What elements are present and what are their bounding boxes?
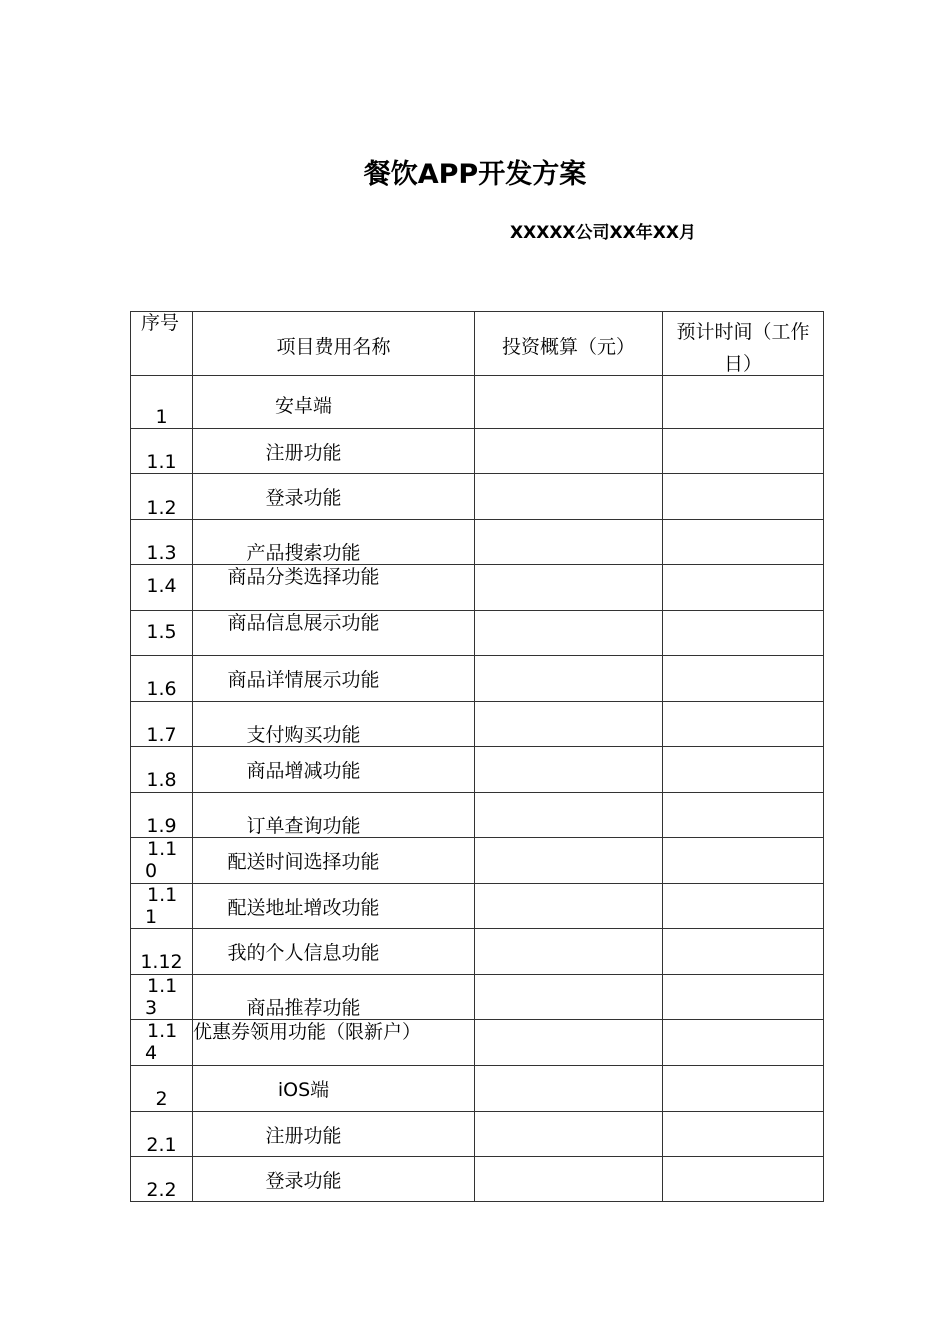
budget-cell xyxy=(475,565,663,611)
item-name: 商品增减功能 xyxy=(246,760,361,782)
item-name: 配送地址增改功能 xyxy=(227,897,380,919)
budget-cell xyxy=(475,1020,663,1066)
table-row xyxy=(131,929,824,975)
seq-cell xyxy=(131,702,193,747)
table-row xyxy=(131,474,824,520)
seq-number: 1.2 xyxy=(146,497,177,519)
item-name: 商品分类选择功能 xyxy=(227,566,380,588)
days-cell xyxy=(663,376,824,429)
name-cell xyxy=(193,1020,475,1066)
seq-number: 1.11 xyxy=(145,884,178,928)
seq-cell xyxy=(131,1157,193,1202)
days-cell xyxy=(663,520,824,565)
budget-cell xyxy=(475,1157,663,1202)
seq-cell xyxy=(131,884,193,929)
seq-number: 2.1 xyxy=(146,1134,177,1156)
item-name: iOS端 xyxy=(277,1079,330,1101)
seq-number: 2 xyxy=(155,1088,168,1110)
budget-cell xyxy=(475,376,663,429)
seq-number: 2.2 xyxy=(146,1179,177,1201)
header-budget: 投资概算（元） xyxy=(501,336,635,358)
table-row xyxy=(131,1157,824,1202)
budget-cell xyxy=(475,702,663,747)
budget-cell xyxy=(475,474,663,520)
seq-cell xyxy=(131,975,193,1020)
days-cell xyxy=(663,838,824,884)
seq-cell xyxy=(131,929,193,975)
name-cell xyxy=(193,793,475,838)
table-row xyxy=(131,838,824,884)
days-cell xyxy=(663,1157,824,1202)
item-name: 配送时间选择功能 xyxy=(227,851,380,873)
name-cell xyxy=(193,1112,475,1157)
budget-cell xyxy=(475,793,663,838)
name-cell xyxy=(193,929,475,975)
days-cell xyxy=(663,793,824,838)
item-name: 优惠券领用功能（限新户） xyxy=(193,1021,422,1043)
seq-number: 1.6 xyxy=(146,678,177,700)
seq-number: 1.7 xyxy=(146,724,177,746)
budget-cell xyxy=(475,1112,663,1157)
name-cell xyxy=(193,1157,475,1202)
days-cell xyxy=(663,1066,824,1112)
budget-cell xyxy=(475,611,663,656)
item-name: 注册功能 xyxy=(265,442,342,464)
seq-number: 1.14 xyxy=(145,1020,178,1064)
table-row xyxy=(131,565,824,611)
name-cell xyxy=(193,429,475,474)
header-cell-days xyxy=(663,312,824,376)
item-name: 商品推荐功能 xyxy=(246,997,361,1019)
days-cell xyxy=(663,656,824,702)
seq-cell xyxy=(131,474,193,520)
budget-cell xyxy=(475,1066,663,1112)
budget-cell xyxy=(475,975,663,1020)
seq-cell xyxy=(131,376,193,429)
header-cell-seq xyxy=(131,312,193,376)
header-days: 预计时间（工作日） xyxy=(676,321,810,375)
days-cell xyxy=(663,702,824,747)
table-row xyxy=(131,1066,824,1112)
seq-cell xyxy=(131,747,193,793)
item-name: 产品搜索功能 xyxy=(246,542,361,564)
name-cell xyxy=(193,747,475,793)
days-cell xyxy=(663,975,824,1020)
budget-cell xyxy=(475,838,663,884)
seq-cell xyxy=(131,793,193,838)
days-cell xyxy=(663,1020,824,1066)
table-row xyxy=(131,747,824,793)
table-row xyxy=(131,611,824,656)
seq-cell xyxy=(131,611,193,656)
name-cell xyxy=(193,611,475,656)
header-cell-budget xyxy=(475,312,663,376)
days-cell xyxy=(663,884,824,929)
days-cell xyxy=(663,429,824,474)
item-name: 商品详情展示功能 xyxy=(227,669,380,691)
table-row xyxy=(131,376,824,429)
days-cell xyxy=(663,565,824,611)
item-name: 登录功能 xyxy=(265,487,342,509)
table-row xyxy=(131,975,824,1020)
budget-cell xyxy=(475,929,663,975)
budget-cell xyxy=(475,429,663,474)
days-cell xyxy=(663,611,824,656)
table-row xyxy=(131,429,824,474)
name-cell xyxy=(193,376,475,429)
item-name: 我的个人信息功能 xyxy=(227,942,380,964)
days-cell xyxy=(663,474,824,520)
seq-number: 1.13 xyxy=(145,975,178,1019)
seq-number: 1.9 xyxy=(146,815,177,837)
table-row xyxy=(131,520,824,565)
name-cell xyxy=(193,1066,475,1112)
seq-number: 1 xyxy=(155,406,168,428)
name-cell xyxy=(193,702,475,747)
seq-cell xyxy=(131,838,193,884)
table-row xyxy=(131,1112,824,1157)
seq-cell xyxy=(131,1112,193,1157)
name-cell xyxy=(193,565,475,611)
document-subtitle: XXXXX公司XX年XX月 xyxy=(510,223,696,243)
name-cell xyxy=(193,884,475,929)
table-row xyxy=(131,884,824,929)
seq-cell xyxy=(131,1066,193,1112)
seq-cell xyxy=(131,429,193,474)
days-cell xyxy=(663,929,824,975)
name-cell xyxy=(193,838,475,884)
name-cell xyxy=(193,520,475,565)
seq-number: 1.8 xyxy=(146,769,177,791)
header-cell-name xyxy=(193,312,475,376)
seq-number: 1.1 xyxy=(146,451,177,473)
table-body xyxy=(131,376,824,1202)
table-row xyxy=(131,793,824,838)
name-cell xyxy=(193,975,475,1020)
item-name: 商品信息展示功能 xyxy=(227,612,380,634)
seq-cell xyxy=(131,565,193,611)
item-name: 注册功能 xyxy=(265,1125,342,1147)
header-name: 项目费用名称 xyxy=(276,336,391,358)
name-cell xyxy=(193,474,475,520)
seq-number: 1.5 xyxy=(146,621,177,643)
item-name: 登录功能 xyxy=(265,1170,342,1192)
table-row xyxy=(131,1020,824,1066)
item-name: 安卓端 xyxy=(274,395,332,417)
table-row xyxy=(131,702,824,747)
seq-number: 1.12 xyxy=(140,951,183,973)
seq-cell xyxy=(131,520,193,565)
budget-cell xyxy=(475,747,663,793)
name-cell xyxy=(193,656,475,702)
item-name: 支付购买功能 xyxy=(246,724,361,746)
days-cell xyxy=(663,1112,824,1157)
days-cell xyxy=(663,747,824,793)
budget-cell xyxy=(475,884,663,929)
header-seq: 序号 xyxy=(141,312,180,334)
seq-number: 1.3 xyxy=(146,542,177,564)
seq-number: 1.10 xyxy=(145,838,178,882)
seq-cell xyxy=(131,656,193,702)
item-name: 订单查询功能 xyxy=(246,815,361,837)
table-header-row xyxy=(131,312,824,376)
cost-table xyxy=(130,311,824,1202)
seq-number: 1.4 xyxy=(146,575,177,597)
budget-cell xyxy=(475,520,663,565)
seq-cell xyxy=(131,1020,193,1066)
table-row xyxy=(131,656,824,702)
document-title: 餐饮APP开发方案 xyxy=(363,159,587,190)
budget-cell xyxy=(475,656,663,702)
